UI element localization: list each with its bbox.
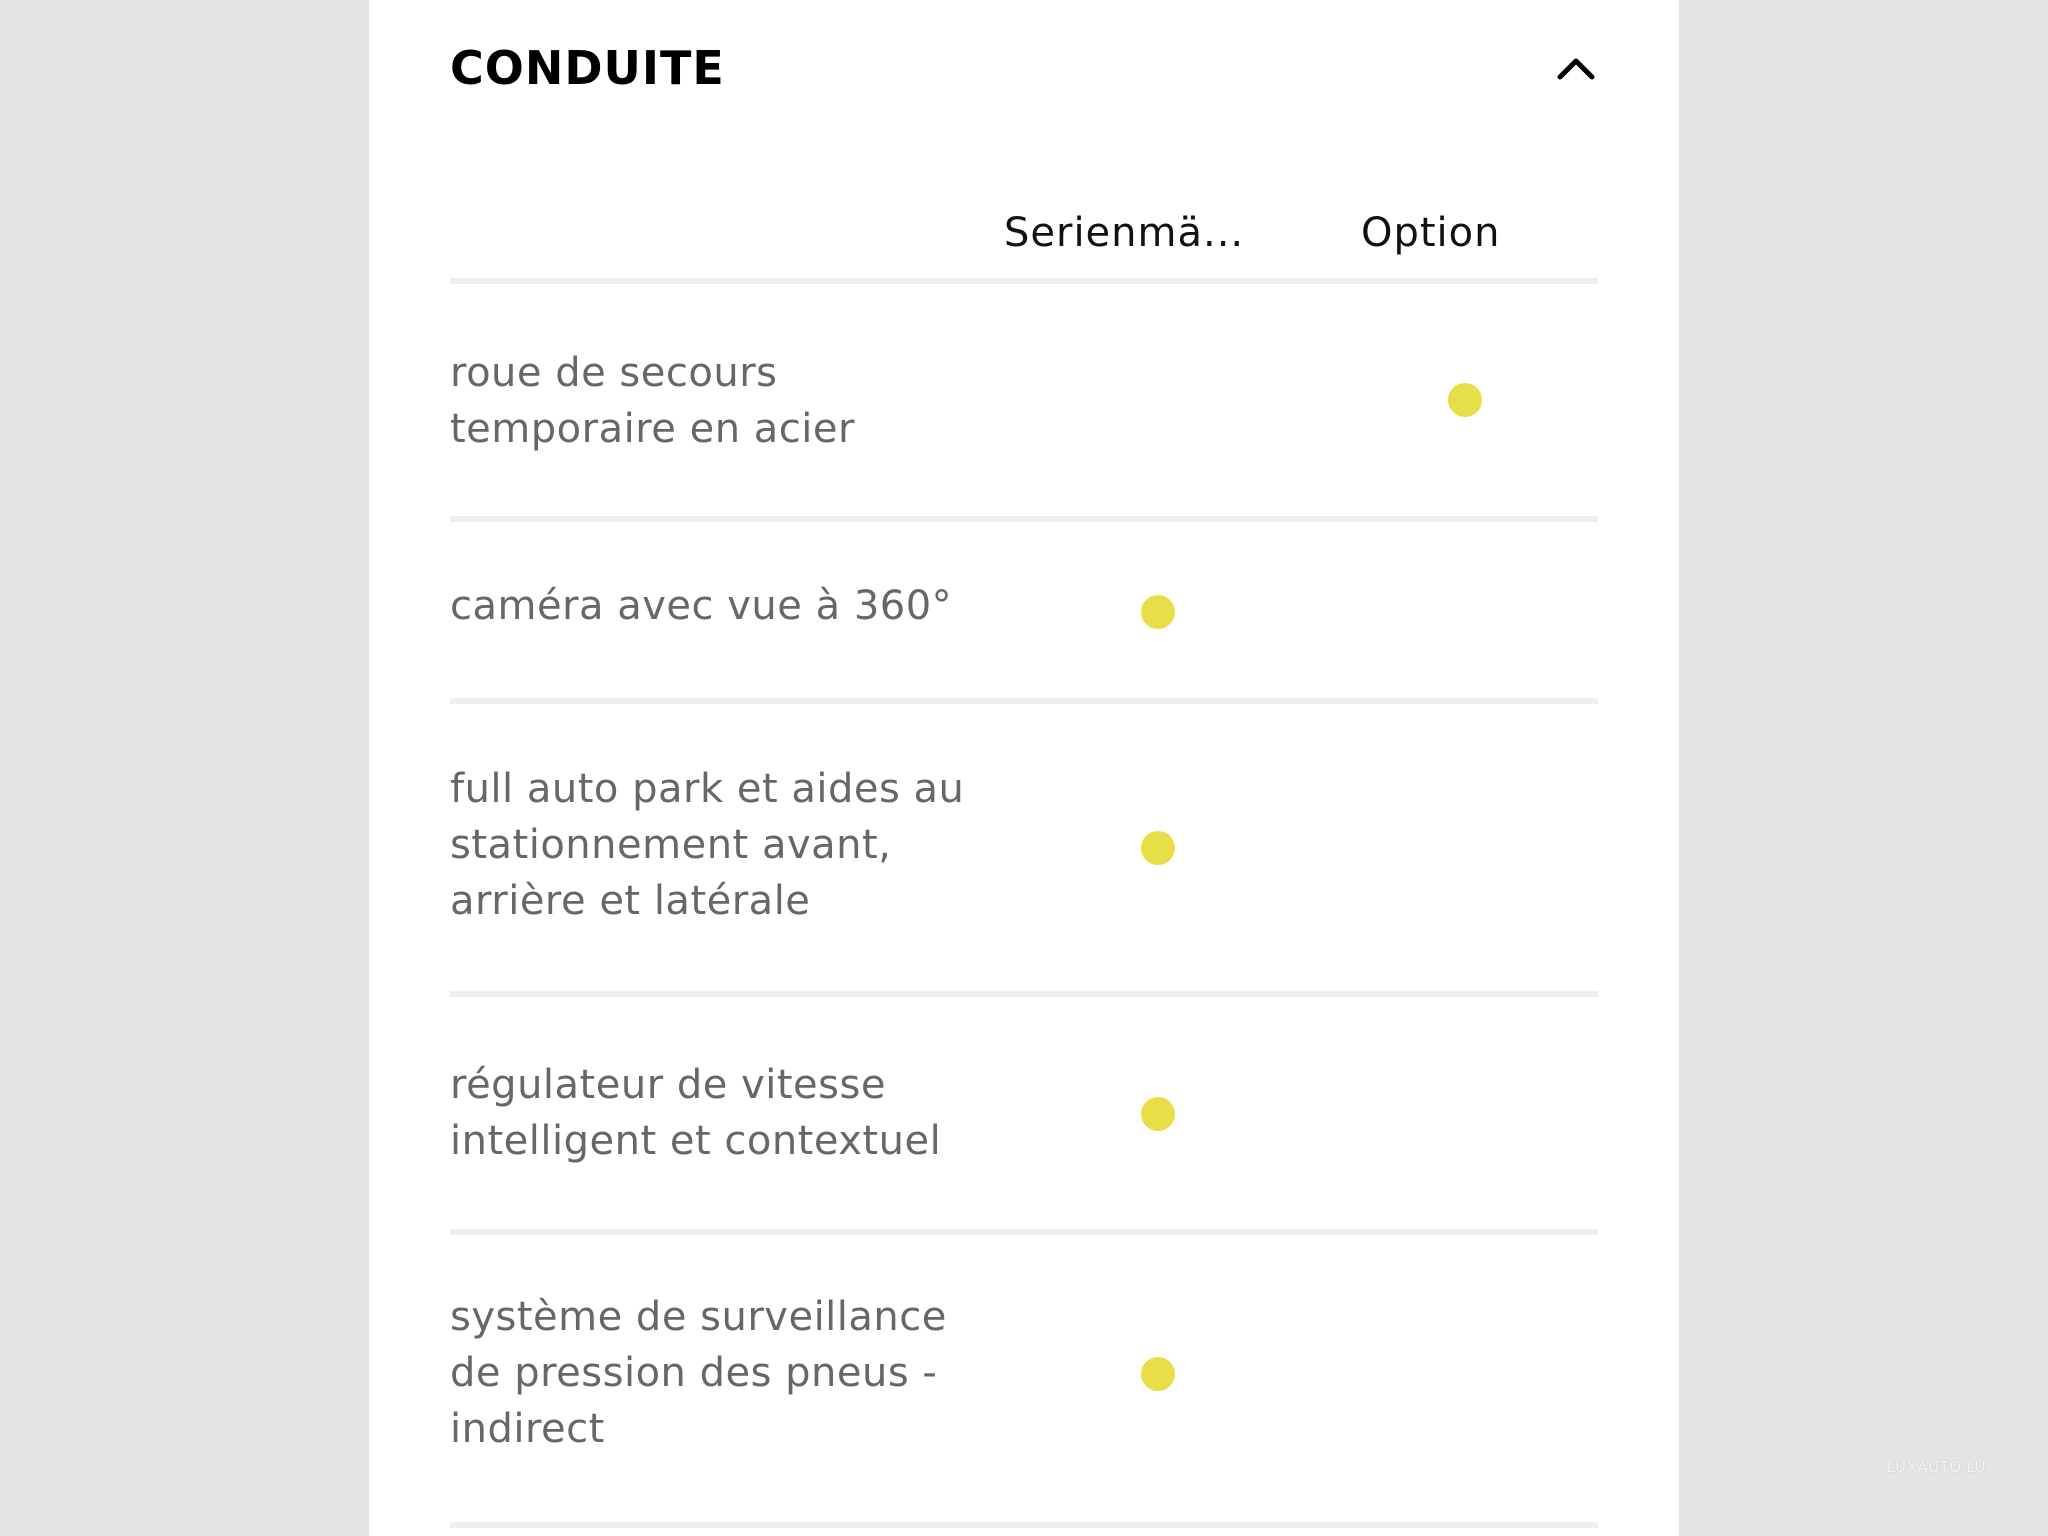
chevron-up-icon[interactable]	[1554, 46, 1598, 90]
section-header-conduite[interactable]	[450, 0, 1598, 135]
table-row	[450, 1235, 1598, 1528]
table-row	[450, 997, 1598, 1235]
option-indicator	[1448, 383, 1482, 417]
watermark: LUXAUTO.LU	[1887, 1458, 1986, 1476]
column-header-serienmaessig: Serienmä...	[1004, 210, 1245, 256]
row-label: roue de secours temporaire en acier	[450, 350, 855, 452]
serienmaessig-indicator	[1141, 831, 1175, 865]
serienmaessig-indicator	[1141, 1357, 1175, 1391]
equipment-table	[450, 190, 1598, 1528]
equipment-panel	[369, 0, 1679, 1536]
table-row	[450, 284, 1598, 522]
table-row	[450, 704, 1598, 997]
table-header-row	[450, 190, 1598, 284]
row-label: système de surveillance de pression des pneus - indirect	[450, 1294, 947, 1452]
serienmaessig-indicator	[1141, 595, 1175, 629]
section-title: CONDUITE	[450, 40, 725, 95]
row-label: régulateur de vitesse intelligent et contextuel	[450, 1062, 942, 1164]
row-label: caméra avec vue à 360°	[450, 583, 953, 629]
row-label: full auto park et aides au stationnement avant, arrière et latérale	[450, 766, 965, 924]
column-header-option: Option	[1361, 210, 1501, 256]
serienmaessig-indicator	[1141, 1097, 1175, 1131]
table-row	[450, 522, 1598, 704]
